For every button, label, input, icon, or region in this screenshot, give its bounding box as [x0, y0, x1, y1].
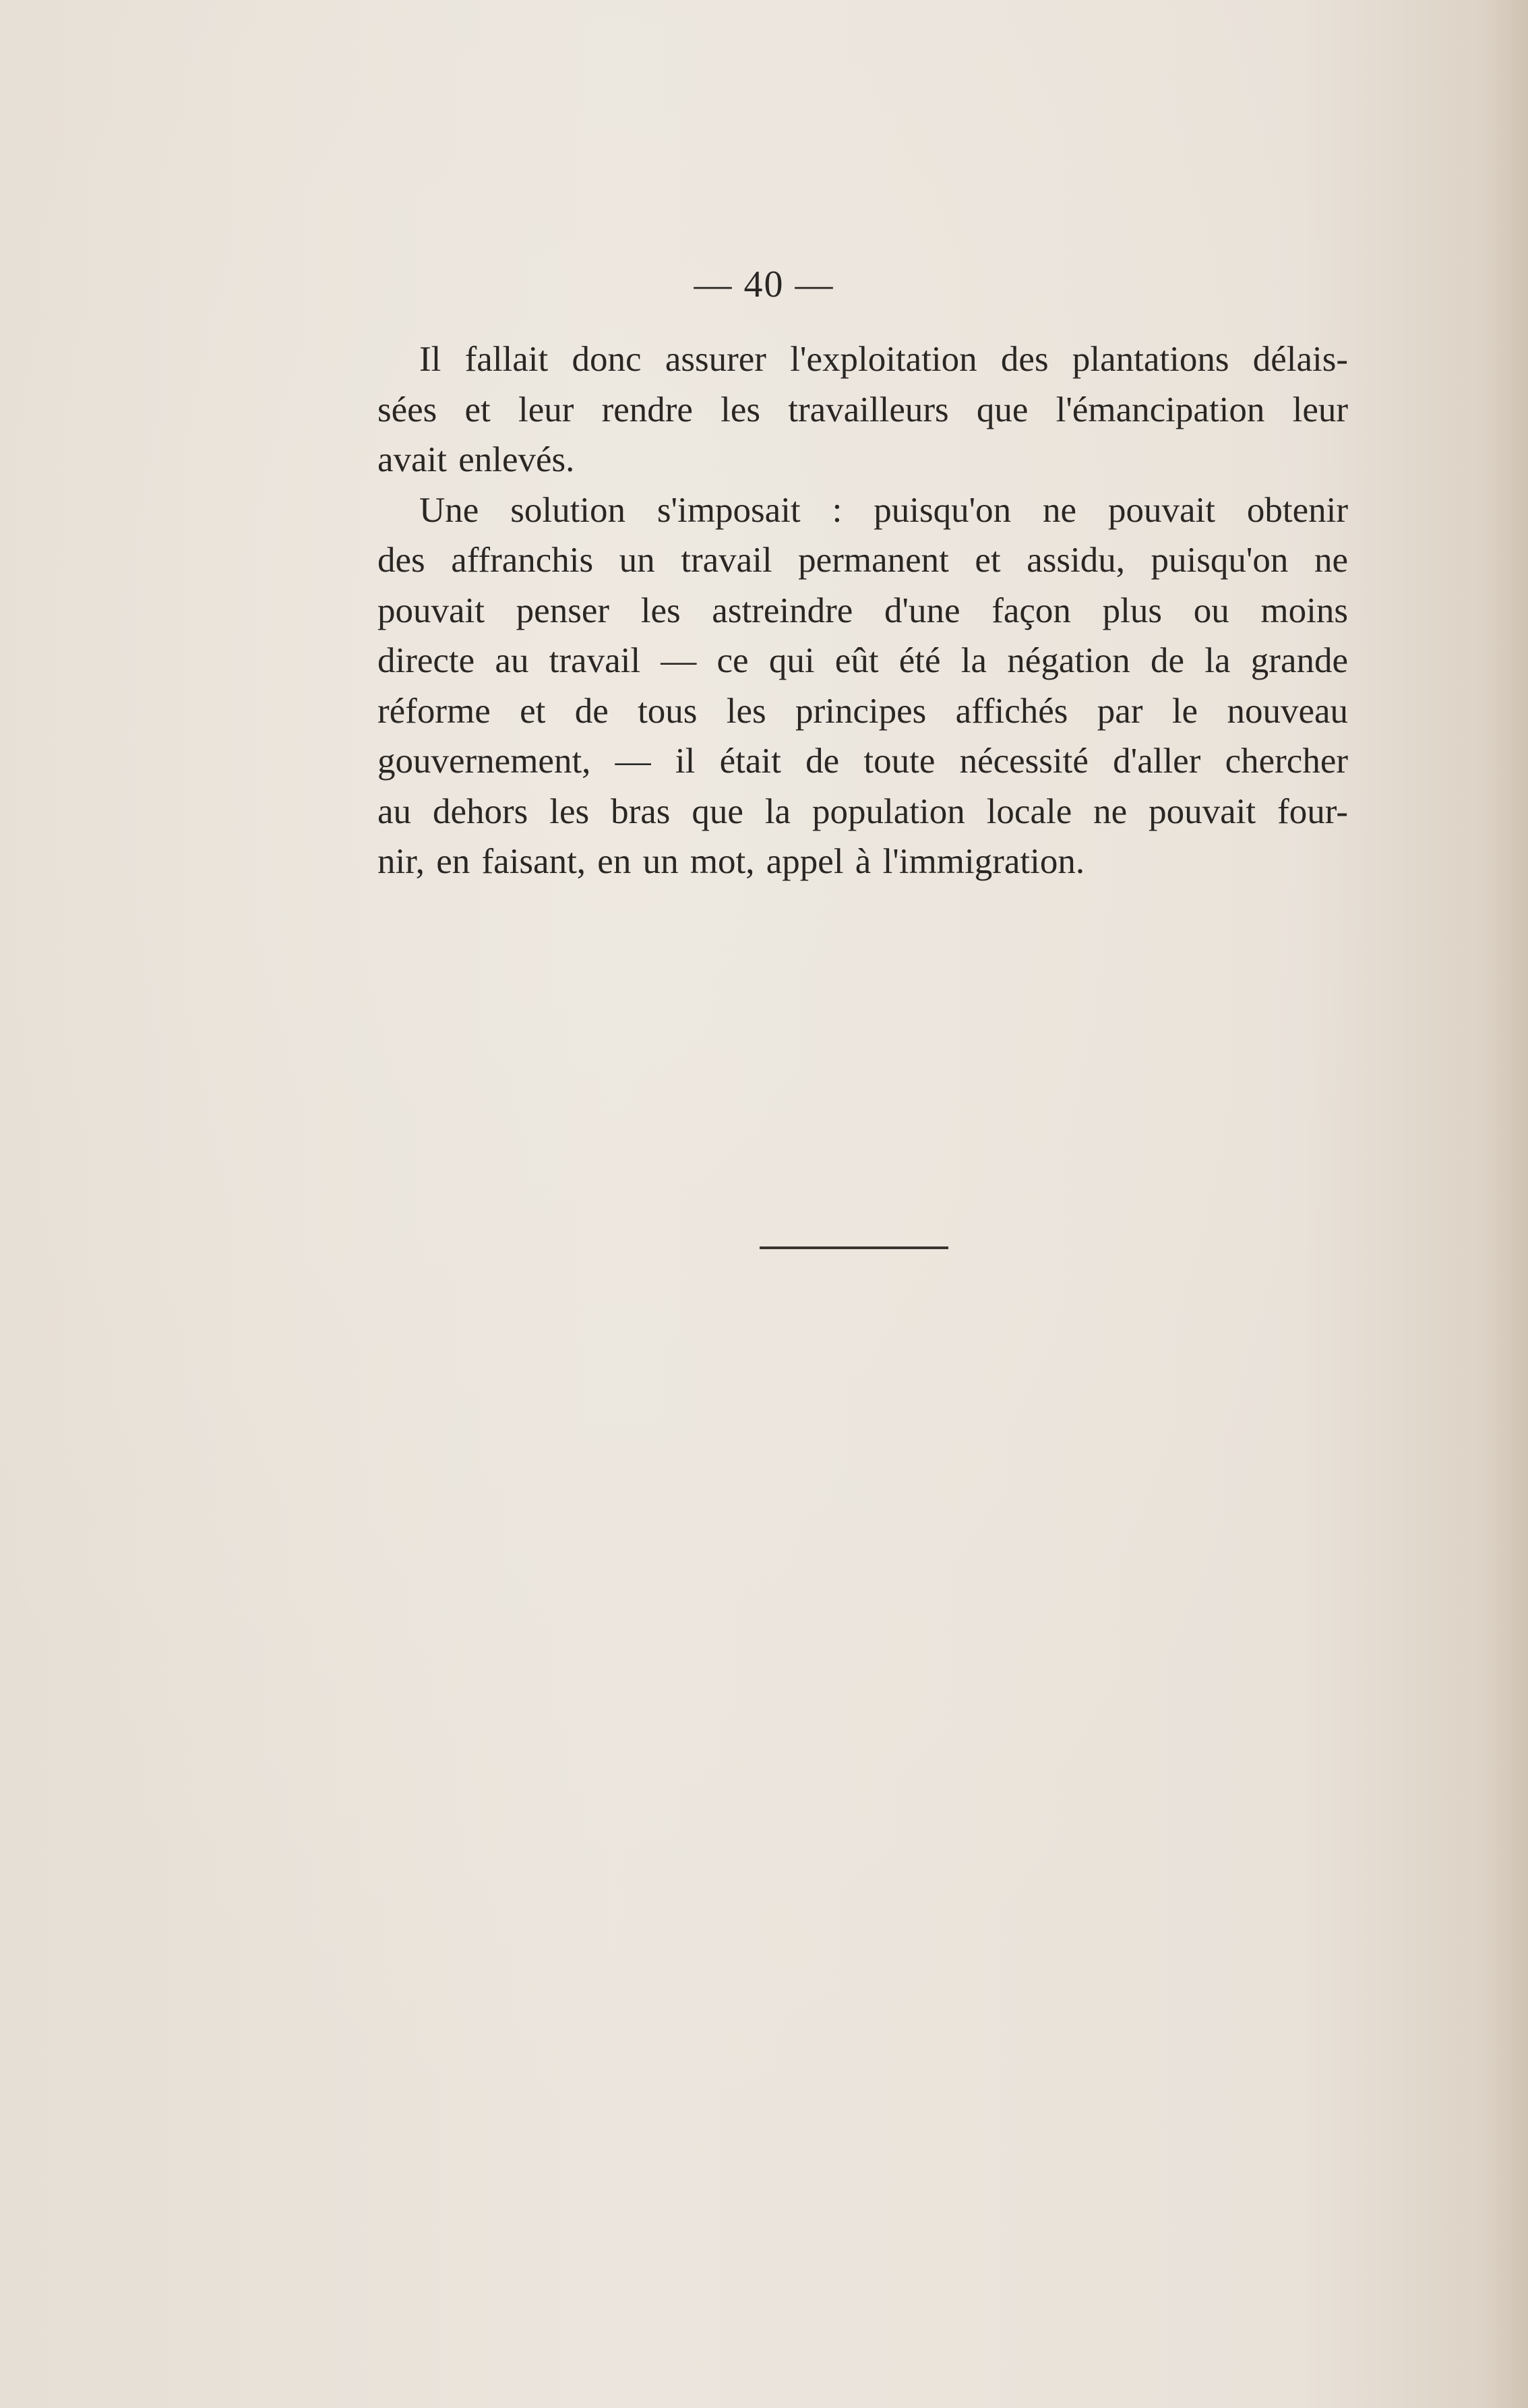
text-line: gouvernement, — il était de toute nécessité d'aller chercher	[377, 742, 1348, 781]
text-line: directe au travail — ce qui eût été la négation de la grande	[377, 641, 1348, 680]
body-text	[377, 334, 1348, 887]
text-line: nir, en faisant, en un mot, appel à l'immigration.	[377, 842, 1085, 881]
text-line: sées et leur rendre les travailleurs que l'émancipation leur	[377, 390, 1348, 429]
text-line: réforme et de tous les principes affichés par le nouveau	[377, 691, 1348, 731]
text-line: avait enlevés.	[377, 440, 575, 479]
paragraph-2	[377, 485, 1348, 887]
section-divider-rule	[760, 1246, 948, 1249]
paragraph-1	[377, 334, 1348, 485]
text-line: pouvait penser les astreindre d'une façon plus ou moins	[377, 591, 1348, 630]
page-number: — 40 —	[694, 264, 834, 305]
text-line: au dehors les bras que la population locale ne pouvait four-	[377, 791, 1348, 831]
text-line: Une solution s'imposait : puisqu'on ne pouvait obtenir	[419, 490, 1348, 530]
text-line: des affranchis un travail permanent et assidu, puisqu'on ne	[377, 541, 1348, 580]
text-line: Il fallait donc assurer l'exploitation des plantations délais-	[419, 340, 1348, 379]
